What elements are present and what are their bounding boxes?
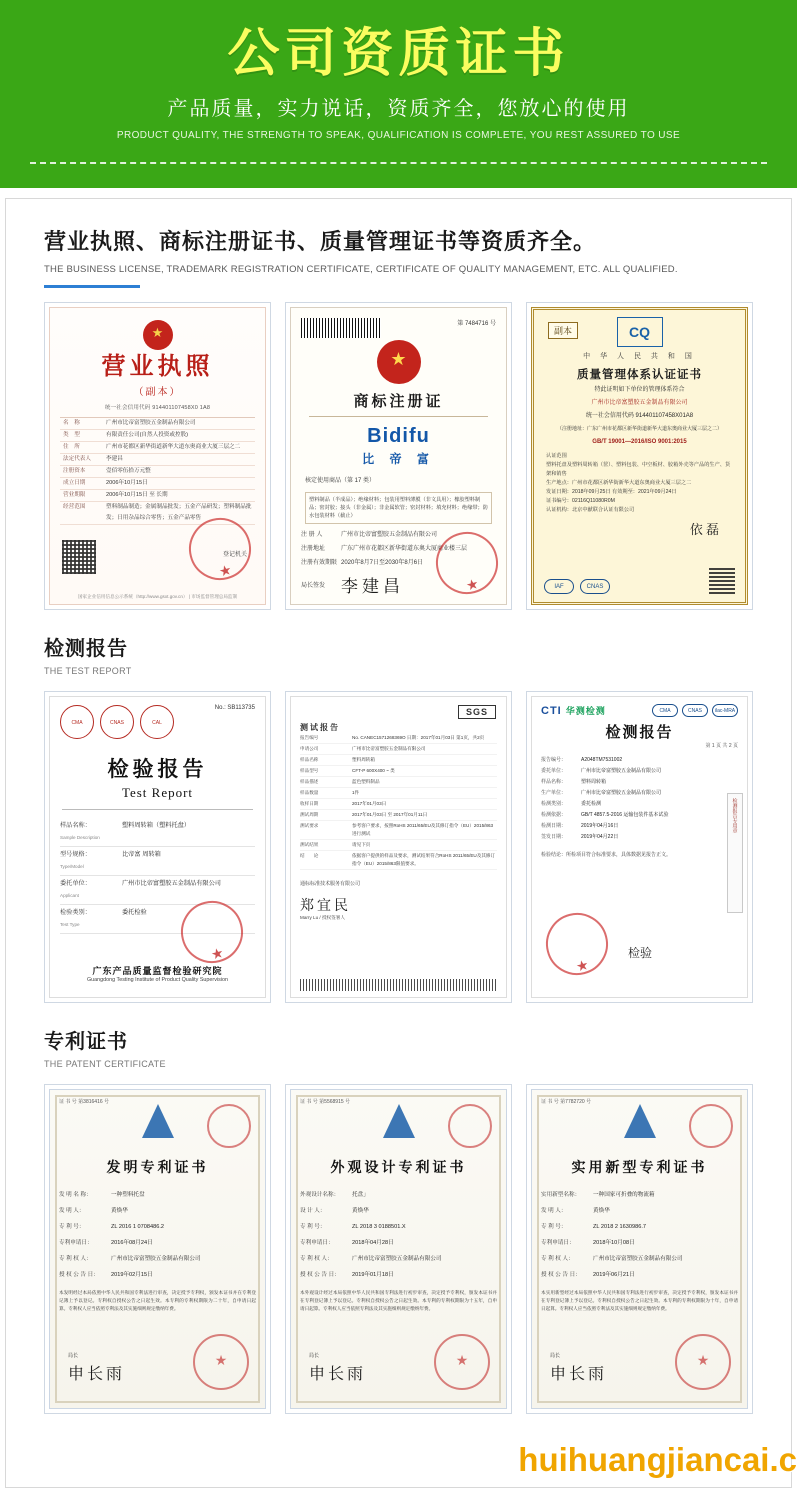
trademark-field-value: 广州市比帝富塑胶五金制品有限公司 (341, 532, 438, 538)
patent-field-value: ZL 2018 3 0188501.X (352, 1224, 406, 1230)
qr-code-icon (62, 540, 96, 574)
test-report-field-value: 委托检验 (122, 909, 147, 916)
official-stamp-icon (675, 1334, 731, 1390)
patent-field-value: ZL 2018 2 1630986.7 (593, 1224, 646, 1230)
ilac-badge-icon: ilac-MRA (712, 704, 738, 717)
sgs-signed-label: 通标标准技术服务有限公司 (300, 881, 361, 887)
license-title: 营业执照 (101, 353, 214, 380)
quality-signature: 依 磊 (689, 522, 719, 537)
sgs-field-value: 1件 (352, 790, 360, 795)
trademark-certificate-paper (290, 307, 507, 605)
license-field-key: 营业期限 (63, 492, 86, 498)
trademark-title: 商标注册证 (353, 393, 444, 410)
cnas-badge-icon: CNAS (682, 704, 708, 717)
quality-organ: 认证机构：北京中献联合认证有限公司 (546, 507, 635, 513)
certification-mark-icon: CQ (617, 317, 663, 347)
trademark-field-key: 注册有效期限 (301, 560, 338, 566)
certificate-card-test-report[interactable] (44, 691, 271, 1003)
cti-field-value: GB/T 4857.5-2016 运输包装件基本试验 (581, 812, 669, 818)
sgs-field-value: CFT-P 600X400 ~ 类 (352, 768, 395, 773)
sgs-field-key: 收样日期 (300, 801, 319, 806)
patent-field-value: 广州市比帝富塑胶五金制品有限公司 (111, 1256, 201, 1262)
license-field-key: 类 型 (63, 432, 80, 438)
section-title-patents: 专利证书 (44, 1031, 128, 1053)
site-watermark: huihuangjiancai.c (518, 1441, 797, 1478)
patent-field-value: 黄焕华 (111, 1208, 128, 1214)
cal-badge-icon: CAL (140, 705, 174, 739)
business-license-paper (49, 307, 266, 605)
patent-field-value: 2016年08月24日 (111, 1240, 153, 1246)
sgs-field-value: 蓝色塑料制品 (352, 779, 380, 784)
cti-field-key: 检测日期： (541, 823, 567, 829)
trademark-field-key: 注 册 人 (301, 532, 323, 538)
banner-divider (30, 162, 767, 164)
sgs-heading: 测试报告 (300, 723, 340, 732)
quality-company: 广州市比帝富塑胶五金制品有限公司 (591, 400, 688, 406)
sgs-field-key: 测试要求 (300, 823, 319, 828)
barcode-icon (301, 318, 381, 338)
trademark-director-label: 局长签发 (301, 583, 326, 589)
page-banner (0, 0, 797, 188)
test-report-field-key: 委托单位： Applicant (60, 880, 91, 898)
certificate-card-quality-management[interactable] (526, 302, 753, 610)
official-stamp-icon (539, 906, 614, 981)
patent-paper (290, 1089, 507, 1409)
license-field-value: 2006年10月15日 (106, 480, 148, 486)
patent-title: 发明专利证书 (106, 1159, 209, 1175)
iaf-mark-icon: IAF (544, 579, 574, 594)
cti-report-paper (531, 696, 748, 998)
sgs-signer-en: Marry Lu / 授权签署人 (300, 915, 345, 920)
cti-field-key: 报告编号： (541, 757, 567, 763)
license-field-value: 李建昌 (106, 456, 123, 462)
patent-field-key: 专利申请日： (300, 1240, 334, 1246)
certificate-row-patents (44, 1084, 753, 1414)
test-report-field-value: 比帝富 周转箱 (122, 851, 161, 858)
national-emblem-icon (377, 340, 421, 384)
cma-badge-icon: CMA (60, 705, 94, 739)
patent-signature-block: 局长 申长雨 (68, 1353, 126, 1383)
cti-logo: CTI 华测检测 (541, 705, 606, 717)
trademark-field-value: 广东广州市花都区新华街道东奥大厦商业楼三层 (341, 546, 468, 552)
certificate-card-cti-report[interactable] (526, 691, 753, 1003)
quality-scope-text: 塑料托盘及塑料周转箱（筐）、塑料包装、中空板材、胶箱外壳等产品的生产、货架和销售 (546, 462, 731, 477)
license-field-value: 塑料制品制造；金属制品批发；五金产品研发；塑料制品批发；日用杂品综合零售；五金产品零售 (106, 504, 252, 521)
quality-site: 生产地点：广州市花都区新华街新华大道东奥商业大厦三层之二 (546, 480, 692, 486)
trademark-field-key: 注册地址 (301, 546, 326, 552)
certificate-card-business-license[interactable] (44, 302, 271, 610)
license-footer: 国家企业信用信息公示系统（http://www.gsxt.gov.cn） | 市场监督管理总局监制 (77, 594, 238, 599)
qr-code-icon (709, 568, 735, 594)
license-field-key: 住 所 (63, 444, 80, 450)
quality-cert-no: 证书编号：02116Q11080R0M (546, 498, 616, 504)
patent-signature-block: 局长 申长雨 (550, 1353, 608, 1383)
cti-field-key: 生产单位： (541, 790, 567, 796)
test-report-field-key: 型号规格： Type/Model (60, 851, 91, 869)
test-report-field-key: 样品名称： Sample Description (60, 822, 100, 840)
patent-field-value: 一种国家可折叠的物流箱 (593, 1192, 655, 1198)
cti-report-title: 检测报告 (605, 724, 674, 741)
sgs-field-value: 广州市比帝富塑胶五金制品有限公司 (352, 746, 426, 751)
cnas-badge-icon: CNAS (100, 705, 134, 739)
patent-seal-icon (448, 1104, 492, 1148)
sgs-field-key: 申请公司 (300, 746, 319, 751)
section-title-test-report: 检测报告 (44, 638, 128, 660)
test-report-number: No.: SB113735 (214, 705, 255, 711)
patent-signature-block: 局长 申长雨 (309, 1353, 367, 1383)
patent-field-value: 一种塑料托盘 (111, 1192, 145, 1198)
quality-certificate-paper (531, 307, 748, 605)
section-heading-patents (44, 1029, 753, 1070)
certificate-row-test-reports (44, 691, 753, 1003)
patent-field-key: 专利申请日： (59, 1240, 93, 1246)
certificate-row-licenses (44, 302, 753, 610)
patent-paper (49, 1089, 266, 1409)
patent-paragraph: 本实用新型经过本局依照中华人民共和国专利法进行初步审查，决定授予专利权，颁发本证书并在专利登记簿上予以登记。专利权自授权公告之日起生效。本专利的专利权期限为十年，自申请日起算。专利权人应当依照专利法及其实施细则规定缴纳年费。 (541, 1290, 738, 1311)
cti-report-page: 第 1 页 共 2 页 (705, 743, 738, 749)
patent-field-key: 发 明 人： (59, 1208, 85, 1214)
license-field-key: 成立日期 (63, 480, 86, 486)
test-report-title-en: Test Report (121, 785, 194, 800)
patent-field-key: 授 权 公 告 日： (59, 1272, 99, 1278)
section-heading-licenses (44, 227, 753, 288)
license-field-key: 名 称 (63, 420, 80, 426)
cti-field-value: 委托检测 (581, 801, 602, 807)
certificate-card-utility-patent[interactable] (526, 1084, 753, 1414)
patent-field-key: 专 利 权 人： (541, 1256, 574, 1262)
sgs-field-value: 塑料周转箱 (352, 757, 375, 762)
cti-field-value: 2019年04月22日 (581, 834, 619, 840)
section-title-test-report-en: THE TEST REPORT (44, 666, 132, 676)
cti-field-value: 广州市比帝富塑胶五金制品有限公司 (581, 768, 662, 774)
patent-emblem-icon (142, 1104, 174, 1138)
license-field-value: 广州市花都区新华街道新华大道东奥商业大厦三层之二 (106, 444, 241, 450)
section-heading-test-report (44, 636, 753, 677)
sgs-field-key: 测试结果 (300, 842, 319, 847)
patent-paragraph: 本发明经过本局依照中华人民共和国专利法进行审查，决定授予专利权，颁发本证书并在专利登记簿上予以登记。专利权自授权公告之日起生效。本专利的专利权期限为二十年，自申请日起算。专利权人应当依照专利法及其实施细则规定缴纳年费。 (59, 1290, 256, 1311)
license-fields (60, 417, 255, 525)
cti-field-value: 2019年04月16日 (581, 823, 619, 829)
patent-field-key: 授 权 公 告 日： (300, 1272, 340, 1278)
patent-field-value: 2019年02月15日 (111, 1272, 153, 1278)
patent-seal-icon (689, 1104, 733, 1148)
official-stamp-icon (434, 1334, 490, 1390)
license-credit-code: 统一社会信用代码 914401107458X0 1A8 (104, 405, 211, 411)
license-field-value: 广州市比帝富塑胶五金制品有限公司 (106, 420, 196, 426)
patent-field-value: 黄焕华 (352, 1208, 369, 1214)
license-registration-organ-label: 登记机关 (222, 552, 247, 558)
patent-field-value: ZL 2016 1 0708486.2 (111, 1224, 164, 1230)
sgs-field-value: 请见下页 (352, 842, 371, 847)
sgs-field-value: 2017年01月03日 至 2017年01月11日 (352, 812, 428, 817)
patent-number: 证 书 号 第7782720 号 (541, 1099, 592, 1105)
trademark-scope-text: 塑料制品（半成品）；绝缘材料；包装用塑料薄膜（非文具用）；橡胶塑料制品；密封胶；接头（非金属）；非金属软管；密封材料；填充材料；绝缘带；防水包装材料（截止） (305, 492, 492, 524)
official-stamp-icon (193, 1334, 249, 1390)
cti-side-seal: 检测报告专用章 (727, 793, 743, 913)
quality-title: 质量管理体系认证证书 (577, 369, 702, 381)
trademark-scope-title: 核定使用商品（第 17 类） (305, 478, 376, 484)
quality-copy-badge: 副本 (548, 322, 578, 339)
sgs-field-key: 结 论 (300, 853, 319, 858)
sgs-field-value: 依据客户提供的样品及要求，测试结果符合RoHS 2011/65/EU及其修订指令（EU）2015/863限值要求。 (352, 853, 496, 866)
quality-scope-title: 认证范围 (546, 453, 567, 459)
quality-country: 中 华 人 民 共 和 国 (583, 353, 696, 360)
patent-emblem-icon (624, 1104, 656, 1138)
patent-emblem-icon (383, 1104, 415, 1138)
sgs-report-paper (290, 696, 507, 998)
license-subtitle: （副本） (133, 387, 182, 398)
certificate-card-sgs-report[interactable] (285, 691, 512, 1003)
sgs-field-key: 样品数量 (300, 790, 319, 795)
section-underline (44, 285, 140, 288)
patent-field-value: 托盘」 (352, 1192, 369, 1198)
cti-field-key: 签发日期： (541, 834, 567, 840)
patent-field-key: 专 利 号： (300, 1224, 326, 1230)
section-title-licenses-en: THE BUSINESS LICENSE, TRADEMARK REGISTRATION CERTIFICATE, CERTIFICATE OF QUALITY MANAGEMENT, ETC. ALL QUALIFIED. (44, 264, 678, 275)
patent-field-key: 发 明 名 称： (59, 1192, 92, 1198)
section-title-patents-en: THE PATENT CERTIFICATE (44, 1059, 166, 1069)
brand-name-cn: 比 帝 富 (362, 452, 435, 466)
sgs-field-key: 测试周期 (300, 812, 319, 817)
patent-field-value: 黄焕华 (593, 1208, 610, 1214)
sgs-field-value: No. CANEC1571268369O 日期：2017年01月03日 第1页，共2页 (352, 735, 485, 740)
brand-logo (301, 425, 496, 467)
patent-field-key: 专利申请日： (541, 1240, 575, 1246)
quality-credit-code: 统一社会信用代码 914401107458X01A8 (585, 413, 694, 419)
patent-field-key: 外观设计名称： (300, 1192, 340, 1198)
test-report-paper (49, 696, 266, 998)
test-report-organization: 广东产品质量监督检验研究院 Guangdong Testing Institute of Product Quality Supervision (86, 966, 229, 983)
license-field-key: 注册资本 (63, 468, 86, 474)
quality-address: （注册地址：广东广州市花都区新华街道新华大道东奥商业大厦三层之二） (556, 426, 722, 432)
cti-badges (652, 704, 738, 717)
sgs-field-key: 样品描述 (300, 779, 319, 784)
license-field-key: 经营范围 (63, 504, 86, 510)
certificate-card-design-patent[interactable] (285, 1084, 512, 1414)
patent-field-value: 广州市比帝富塑胶五金制品有限公司 (593, 1256, 683, 1262)
patent-field-key: 专 利 权 人： (300, 1256, 333, 1262)
license-field-value: 有限责任公司(自然人投资或控股) (106, 432, 189, 438)
patent-paragraph: 本外观设计经过本局依照中华人民共和国专利法进行初步审查，决定授予专利权，颁发本证书并在专利登记簿上予以登记。专利权自授权公告之日起生效。本专利的专利权期限为十五年，自申请日起算。专利权人应当依照专利法及其实施细则规定缴纳年费。 (300, 1290, 497, 1311)
sgs-field-key: 报告编号 (300, 735, 319, 740)
license-field-key: 法定代表人 (63, 456, 91, 462)
test-report-field-value: 塑料周转箱（塑料托盘） (122, 822, 191, 829)
sgs-field-value: 参考客户要求，按照RoHS 2011/65/EU及其修订指令（EU）2015/863进行测试 (352, 823, 494, 836)
sgs-field-key: 样品型号 (300, 768, 319, 773)
license-field-value: 2006年10月15日 至 长期 (106, 492, 168, 498)
patent-seal-icon (207, 1104, 251, 1148)
patent-field-key: 实用新型名称： (541, 1192, 581, 1198)
certificate-card-trademark[interactable] (285, 302, 512, 610)
patent-field-key: 专 利 权 人： (59, 1256, 92, 1262)
certificates-content (5, 198, 792, 1488)
certificate-card-invention-patent[interactable] (44, 1084, 271, 1414)
trademark-director-signature: 李建昌 (341, 577, 404, 596)
cti-field-value: 广州市比帝富塑胶五金制品有限公司 (581, 790, 662, 796)
patent-title: 外观设计专利证书 (330, 1159, 467, 1175)
cti-field-key: 检测类别： (541, 801, 567, 807)
quality-line1: 特此证明如下单位的管理体系符合 (594, 387, 685, 393)
sgs-rows (300, 733, 497, 870)
divider (62, 809, 253, 810)
sgs-logo: SGS (458, 705, 496, 719)
patent-field-value: 2019年01月18日 (352, 1272, 394, 1278)
cti-signature: 检验 (628, 946, 653, 960)
brand-name: Bidifu (367, 425, 430, 447)
patent-field-key: 授 权 公 告 日： (541, 1272, 581, 1278)
cma-badge-icon: CMA (652, 704, 678, 717)
cti-report-note: 检验结论：所检项目符合标准要求，具体数据见报告正文。 (541, 852, 672, 858)
trademark-field-value: 2020年8月7日至2030年8月6日 (341, 560, 424, 566)
patent-paper (531, 1089, 748, 1409)
cti-field-value: A2048TM7531002 (581, 757, 623, 763)
license-field-value: 壹佰零伍拾万元整 (106, 468, 151, 474)
accreditation-marks (544, 579, 610, 594)
patent-field-key: 设 计 人： (300, 1208, 326, 1214)
patent-title: 实用新型专利证书 (571, 1159, 708, 1175)
patent-field-value: 2018年04月28日 (352, 1240, 394, 1246)
patent-field-key: 专 利 号： (541, 1224, 567, 1230)
patent-field-key: 专 利 号： (59, 1224, 85, 1230)
divider (309, 416, 488, 417)
banner-title: 公司资质证书 (227, 25, 570, 83)
national-emblem-icon (143, 320, 173, 350)
sgs-field-key: 样品名称 (300, 757, 319, 762)
banner-subtitle: 产品质量，实力说话，资质齐全，您放心的使用 (167, 98, 630, 120)
patent-field-value: 广州市比帝富塑胶五金制品有限公司 (352, 1256, 442, 1262)
quality-standard: GB/T 19001—2016/ISO 9001:2015 (592, 439, 687, 445)
test-report-field-key: 检验类别： Test Type (60, 909, 91, 927)
banner-subtitle-en: PRODUCT QUALITY, THE STRENGTH TO SPEAK, QUALIFICATION IS COMPLETE, YOU REST ASSURED TO USE (116, 130, 681, 141)
cti-field-key: 检测依据： (541, 812, 567, 818)
trademark-number: 第 7484716 号 (457, 321, 496, 327)
section-title-licenses: 营业执照、商标注册证书、质量管理证书等资质齐全。 (44, 229, 597, 254)
sgs-field-value: 2017年01月03日 (352, 801, 387, 806)
patent-number: 证 书 号 第3816416 号 (59, 1099, 110, 1105)
quality-issue-date: 发证日期：2018年09月25日 有效期至：2021年09月24日 (546, 489, 677, 495)
patent-field-key: 发 明 人： (541, 1208, 567, 1214)
patent-field-value: 2018年10月08日 (593, 1240, 635, 1246)
cti-field-value: 塑料周转箱 (581, 779, 607, 785)
barcode-icon (300, 979, 497, 991)
cti-field-key: 样品名称： (541, 779, 567, 785)
patent-field-value: 2019年06月21日 (593, 1272, 635, 1278)
cnas-mark-icon: CNAS (580, 579, 610, 594)
cti-field-key: 委托单位： (541, 768, 567, 774)
patent-number: 证 书 号 第5568915 号 (300, 1099, 351, 1105)
sgs-signature: 郑宜民 (300, 899, 351, 914)
test-report-field-value: 广州市比帝富塑胶五金制品有限公司 (122, 880, 221, 887)
test-report-title: 检验报告 (107, 758, 208, 781)
